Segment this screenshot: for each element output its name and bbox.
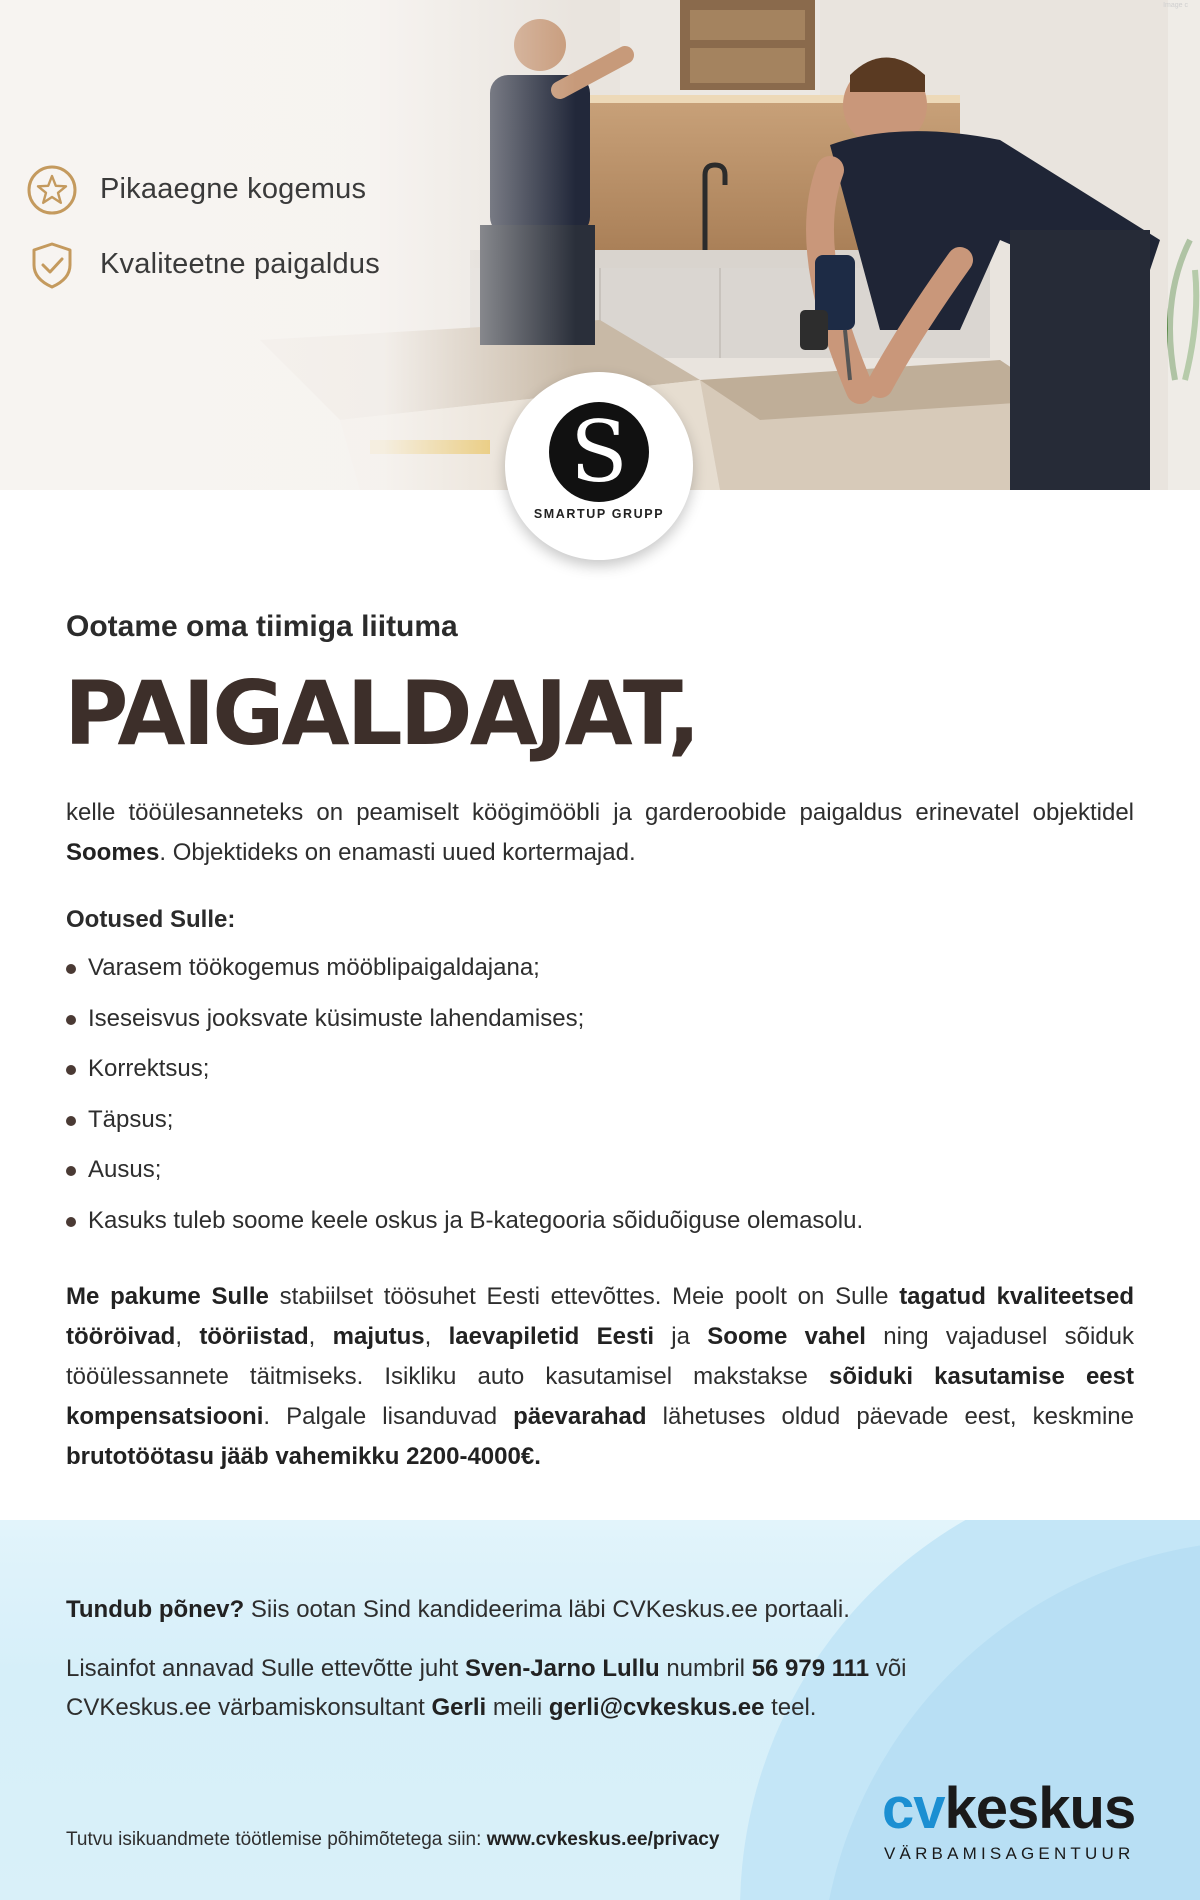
contact-text: Lisainfot annavad Sulle ettevõtte juht — [66, 1655, 465, 1682]
contact-text: või — [869, 1655, 907, 1682]
contact-text: numbril — [659, 1655, 752, 1682]
offer-bold: laevapiletid Eesti — [448, 1323, 654, 1350]
requirements-heading: Ootused Sulle: — [66, 906, 236, 933]
star-badge-icon — [26, 164, 78, 216]
cta-text: Siis ootan Sind kandideerima läbi CVKeskus.ee portaali. — [244, 1596, 850, 1623]
contact-text: teel. — [764, 1694, 817, 1721]
contact-phone[interactable]: 56 979 111 — [751, 1655, 870, 1682]
smartup-logo — [505, 372, 693, 560]
offer-bold: Soome vahel — [707, 1323, 866, 1350]
privacy-text: Tutvu isikuandmete töötlemise põhimõtetega siin: — [66, 1829, 487, 1850]
summary-text: kelle tööülesanneteks on peamiselt köögimööbli ja garderoobide paigaldus erinevatel objektidel — [66, 799, 1134, 826]
badge-label-experience: Pikaaegne kogemus — [100, 173, 367, 205]
offer-text: , — [424, 1323, 449, 1350]
contact-info — [66, 1649, 1066, 1727]
brand-subtitle: VÄRBAMISAGENTUUR — [884, 1844, 1135, 1863]
offer-text: ja — [654, 1323, 708, 1350]
contact-text: meili — [486, 1694, 549, 1721]
summary-text-end: . Objektideks on enamasti uued kortermajad. — [159, 839, 636, 866]
offer-bold: sõiduki kasutamise eest kompensatsiooni — [66, 1363, 1134, 1430]
offer-text: , — [175, 1323, 200, 1350]
offer-bold: tagatud kvaliteetsed tööröivad — [66, 1283, 1134, 1350]
job-title: PAIGALDAJAT, — [64, 662, 698, 765]
call-to-action — [66, 1590, 1066, 1629]
badge-quality — [26, 227, 380, 302]
contact-name: Gerli — [431, 1694, 487, 1721]
cvkeskus-logo — [882, 1776, 1136, 1864]
summary-country: Soomes — [66, 839, 160, 866]
contact-line-1 — [66, 1649, 1066, 1688]
offer-bold: Me pakume Sulle — [66, 1283, 269, 1310]
contact-footer — [0, 1520, 1200, 1900]
shield-check-icon — [26, 239, 78, 291]
offer-bold: majutus — [332, 1323, 425, 1350]
image-credit: Image c — [1163, 2, 1188, 9]
contact-line-2 — [66, 1688, 1066, 1727]
offer-text: lähetuses oldud päevade eest, keskmine — [646, 1403, 1134, 1430]
list-item: Täpsus; — [66, 1105, 863, 1156]
offer-paragraph — [66, 1277, 1134, 1477]
offer-text: ning vajadusel sõiduk tööülessannete täitmiseks. Isikliku auto kasutamisel makstakse — [66, 1323, 1135, 1390]
offer-text: . Palgale lisanduvad — [263, 1403, 514, 1430]
job-description — [64, 610, 1135, 1470]
offer-text: , — [308, 1323, 333, 1350]
logo-letter: S — [549, 402, 649, 502]
badge-label-quality: Kvaliteetne paigaldus — [100, 248, 380, 280]
offer-bold: päevarahad — [513, 1403, 647, 1430]
list-item: Iseseisvus jooksvate küsimuste lahendamises; — [66, 1004, 863, 1055]
brand-keskus: keskus — [944, 1776, 1136, 1841]
list-item: Varasem töökogemus mööblipaigaldajana; — [66, 953, 863, 1004]
requirements-list — [66, 953, 863, 1256]
list-item: Ausus; — [66, 1155, 863, 1206]
offer-bold: brutotöötasu jääb vahemikku 2200-4000€. — [66, 1443, 541, 1470]
badge-experience — [26, 152, 380, 227]
offer-text: stabiilset töösuhet Eesti ettevõttes. Meie poolt on Sulle — [268, 1283, 900, 1310]
contact-name: Sven-Jarno Lullu — [464, 1655, 660, 1682]
logo-company-name: SMARTUP GRUPP — [533, 507, 665, 521]
list-item: Kasuks tuleb soome keele oskus ja B-kategooria sõiduõiguse olemasolu. — [66, 1206, 863, 1257]
cta-bold: Tundub põnev? — [66, 1596, 245, 1623]
list-item: Korrektsus; — [66, 1054, 863, 1105]
contact-text: CVKeskus.ee värbamiskonsultant — [66, 1694, 432, 1721]
privacy-link[interactable]: www.cvkeskus.ee/privacy — [486, 1829, 720, 1850]
cvkeskus-wordmark — [882, 1776, 1136, 1841]
offer-bold: tööriistad — [199, 1323, 309, 1350]
feature-badges — [26, 152, 380, 302]
contact-email-link[interactable]: gerli@cvkeskus.ee — [548, 1694, 765, 1721]
brand-cv: cv — [882, 1776, 945, 1841]
job-summary — [66, 793, 1134, 873]
intro-heading: Ootame oma tiimiga liituma — [66, 610, 458, 643]
